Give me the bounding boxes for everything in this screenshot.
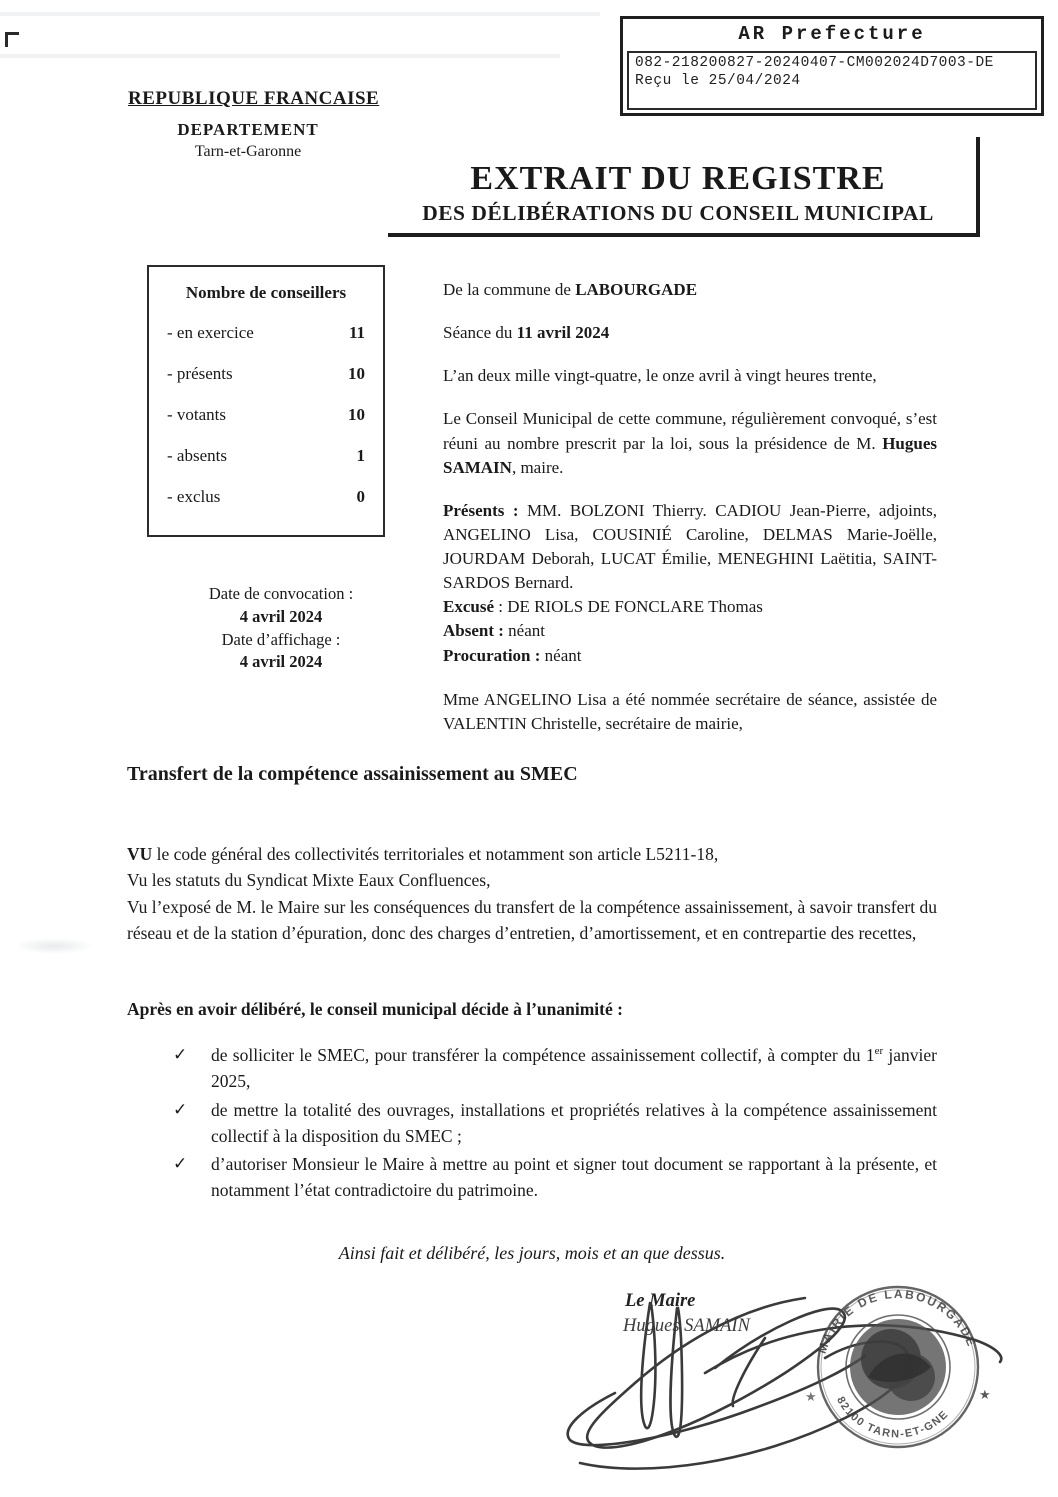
department-name: Tarn-et-Garonne xyxy=(194,143,302,160)
ar-received-date: Reçu le 25/04/2024 xyxy=(635,73,801,89)
decision-item xyxy=(173,1151,937,1204)
secretary-paragraph: Mme ANGELINO Lisa a été nommée secrétaire de séance, assistée de VALENTIN Christelle, secrétaire de mairie, xyxy=(443,689,937,733)
ar-prefecture-inner-box xyxy=(627,51,1037,110)
counselors-box-title: Nombre de conseillers xyxy=(185,283,347,302)
signatory-role: Le Maire xyxy=(625,1291,696,1311)
scan-artifact-band xyxy=(0,12,600,16)
counselor-value: 11 xyxy=(348,323,365,342)
session-details-column xyxy=(443,278,937,755)
procuration-label: Procuration : xyxy=(443,645,541,665)
counselor-value: 10 xyxy=(348,405,365,424)
document-title-line1: EXTRAIT DU REGISTRE xyxy=(470,160,886,197)
counselor-row-absents xyxy=(167,446,365,466)
decision-list xyxy=(173,1042,937,1206)
counselor-value: 0 xyxy=(356,487,365,506)
vu-block xyxy=(127,841,937,946)
counselor-row-votants xyxy=(167,405,365,425)
seance-date: 11 avril 2024 xyxy=(516,323,610,343)
vu-bold: VU xyxy=(127,844,153,864)
counselor-row-en-exercice xyxy=(167,323,365,343)
decision-item-text: de mettre la totalité des ouvrages, installations et propriétés relatives à la compétence assainissement collectif à la disposition du SMEC ; xyxy=(211,1099,937,1146)
scan-artifact-tick xyxy=(5,35,8,47)
decision-item-text: d’autoriser Monsieur le Maire à mettre au point et signer tout document se rapportant à la présente, et notamment l’état contradictoire du patrimoine. xyxy=(211,1154,937,1201)
counselors-rows xyxy=(167,323,365,507)
checkmark-icon: ✓ xyxy=(173,1099,188,1119)
decision-item-text xyxy=(211,1042,937,1095)
procuration-value: néant xyxy=(540,645,582,665)
stamp-bottom-text: 82100 TARN-ET-GNE xyxy=(834,1394,952,1441)
commune-line xyxy=(443,278,937,302)
scan-artifact-band xyxy=(0,54,560,58)
decision-item xyxy=(173,1042,937,1095)
ar-acte-code: 082-218200827-20240407-CM002024D7003-DE xyxy=(635,55,994,71)
display-date-label: Date d’affichage : xyxy=(221,629,341,649)
convocation-date-value: 4 avril 2024 xyxy=(239,606,323,626)
checkmark-icon: ✓ xyxy=(173,1045,188,1064)
opening-line: L’an deux mille vingt-quatre, le onze avril à vingt heures trente, xyxy=(443,366,877,386)
display-date-value: 4 avril 2024 xyxy=(239,652,323,672)
excuse-name: : DE RIOLS DE FONCLARE Thomas xyxy=(494,597,763,617)
counselor-label: - en exercice xyxy=(167,323,254,342)
presents-list: MM. BOLZONI Thierry. CADIOU Jean-Pierre, adjoints, ANGELINO Lisa, COUSINIÉ Caroline, DELMAS Marie-Joëlle, JOURDAM Deborah, LUCAT Émilie, MENEGHINI Laëtitia, SAINT-SARDOS Bernard. xyxy=(443,500,937,593)
ordinal-sup: er xyxy=(874,1045,884,1058)
commune-prefix: De la commune de xyxy=(443,280,576,299)
deliberation-subject: Transfert de la compétence assainissement au SMEC xyxy=(127,763,578,785)
closing-formula: Ainsi fait et délibéré, les jours, mois et an que dessus. xyxy=(338,1243,726,1263)
vu-text-1: le code général des collectivités territoriales et notamment son article L5211-18, xyxy=(152,844,719,864)
attendance-paragraph xyxy=(443,499,937,668)
absent-value: néant xyxy=(503,621,545,641)
convened-text-end: , maire. xyxy=(511,457,564,477)
ar-prefecture-title: AR Prefecture xyxy=(738,23,926,45)
seance-prefix: Séance du xyxy=(443,323,517,343)
stamp-star-icon: ★ xyxy=(805,1389,817,1404)
convened-text: Le Conseil Municipal de cette commune, régulièrement convoqué, s’est réuni au nombre prescrit par la loi, sous la présidence de M. xyxy=(443,409,937,453)
counselor-row-exclus xyxy=(167,487,365,507)
counselor-value: 1 xyxy=(356,446,365,465)
decision-heading: Après en avoir délibéré, le conseil municipal décide à l’unanimité : xyxy=(127,999,623,1019)
vu-line-1 xyxy=(127,841,937,867)
signatory-name: Hugues SAMAIN xyxy=(623,1316,750,1336)
vu-line-2: Vu les statuts du Syndicat Mixte Eaux Confluences, xyxy=(127,870,491,891)
absent-label: Absent : xyxy=(443,621,504,641)
counselor-value: 10 xyxy=(348,364,365,383)
convened-paragraph xyxy=(443,407,937,479)
item-text: de solliciter le SMEC, pour transférer la compétence assainissement collectif, à compter du 1 xyxy=(211,1045,875,1065)
counselor-label: - exclus xyxy=(167,487,221,506)
counselor-label: - votants xyxy=(167,405,227,424)
document-title-line2: DES DÉLIBÉRATIONS DU CONSEIL MUNICIPAL xyxy=(422,201,934,225)
mairie-round-stamp xyxy=(793,1281,1003,1453)
convocation-date-label: Date de convocation : xyxy=(208,584,354,603)
counselor-row-presents xyxy=(167,364,365,384)
item-text-end: janvier 2025, xyxy=(211,1045,938,1092)
ar-prefecture-stamp-box xyxy=(620,16,1044,116)
stamp-top-text: MAIRIE DE LABOURGADE xyxy=(814,1286,980,1356)
checkmark-icon: ✓ xyxy=(173,1154,188,1173)
commune-name: LABOURGADE xyxy=(575,280,698,299)
department-label: DEPARTEMENT xyxy=(177,120,319,139)
counselor-label: - présents xyxy=(167,364,233,383)
seance-line xyxy=(443,321,937,345)
excuse-label: Excusé xyxy=(443,597,494,617)
stamp-star-icon: ★ xyxy=(979,1387,991,1402)
counselor-label: - absents xyxy=(167,446,227,465)
decision-item xyxy=(173,1097,937,1150)
republic-heading: REPUBLIQUE FRANCAISE xyxy=(128,88,380,109)
presents-label: Présents : xyxy=(443,500,519,520)
scan-artifact-smudge xyxy=(14,938,94,954)
dates-block xyxy=(150,583,412,674)
mayor-name: Hugues SAMAIN xyxy=(443,433,937,477)
counselors-count-box xyxy=(147,265,385,537)
vu-line-3: Vu l’exposé de M. le Maire sur les conséquences du transfert de la compétence assainissement, à savoir transfert du réseau et de la station d’épuration, donc des charges d’entretien, d’amortissement, et en contrepartie des recettes, xyxy=(127,896,937,943)
